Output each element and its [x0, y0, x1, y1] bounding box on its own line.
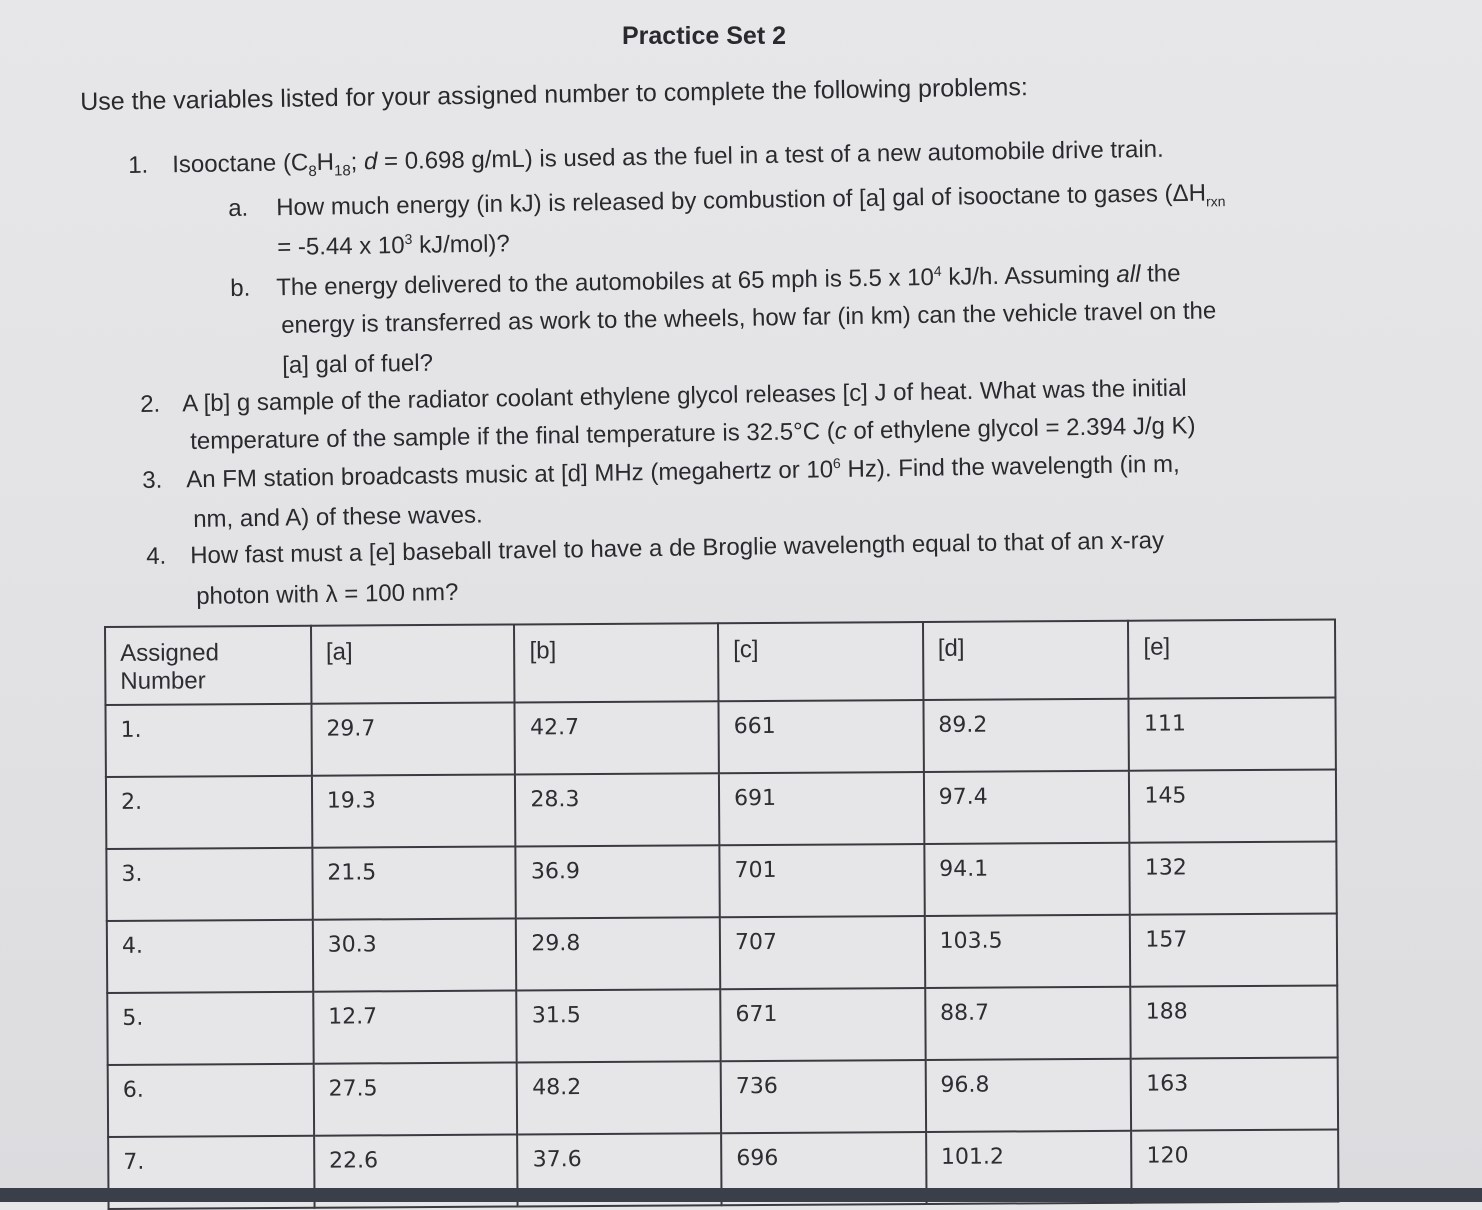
question-number: 4. [146, 542, 167, 570]
table-cell: 89.2 [923, 699, 1129, 772]
screen-bottom-edge [0, 1188, 1482, 1202]
question-1: 1. Isooctane ($C_8H_{18}$; d = 0.698 g/mL) is used as the fuel in a test of a new automobile drive train. [128, 135, 1164, 180]
table-cell: 97.4 [924, 771, 1130, 844]
table-cell: 29.7 [311, 702, 515, 775]
header-cell: [a] [311, 624, 515, 703]
instructions: Use the variables listed for your assigned number to complete the following problems: [80, 73, 1029, 116]
question-2-line2: temperature of the sample if the final temperature is 32.5°C (c of ethylene glycol = 2.394 J/g K) [190, 412, 1196, 455]
table-cell: 691 [719, 772, 924, 845]
table-row [105, 697, 1335, 777]
question-number: 1. [128, 151, 149, 179]
table-cell: 3. [106, 848, 312, 921]
table-cell: 188 [1131, 985, 1338, 1058]
table-cell: 145 [1129, 769, 1336, 842]
question-1b: b. The energy delivered to the automobiles at 65 mph is 5.5 x $10^4$ kJ/h. Assuming all the [230, 260, 1181, 302]
table-cell: 6. [108, 1064, 314, 1137]
table-cell: 5. [107, 992, 313, 1065]
table-cell: 36.9 [516, 845, 720, 918]
table-cell: 31.5 [517, 989, 721, 1062]
page-title: Practice Set 2 [622, 22, 786, 50]
question-1a-line2: = -5.44 x $10^3$ kJ/mol)? [277, 230, 510, 261]
table-cell: 163 [1131, 1057, 1338, 1130]
table-cell: 2. [106, 776, 312, 849]
table-cell: 111 [1129, 697, 1336, 770]
header-cell: [d] [923, 621, 1129, 700]
question-letter: b. [230, 274, 251, 302]
table-cell: 1. [105, 704, 311, 777]
table-row [106, 841, 1336, 921]
table-cell: 22.6 [314, 1134, 518, 1207]
table-row [107, 985, 1337, 1065]
table-row [108, 1057, 1338, 1137]
question-1a: a. How much energy (in kJ) is released by combustion of [a] gal of isooctane to gases ($\Delta H_{rxn}$ [228, 179, 1226, 222]
table-header-row [105, 619, 1335, 705]
table-cell: 37.6 [518, 1133, 722, 1206]
header-cell: [c] [718, 622, 923, 701]
assignment-table [104, 618, 1340, 1210]
table-cell: 696 [721, 1132, 926, 1205]
question-3-line2: nm, and A) of these waves. [193, 501, 483, 533]
table-cell: 4. [107, 920, 313, 993]
question-number: 3. [142, 466, 163, 494]
question-2: 2. A [b] g sample of the radiator coolant ethylene glycol releases [c] J of heat. What was the initial [140, 374, 1187, 418]
table-cell: 157 [1130, 913, 1337, 986]
table-cell: 736 [721, 1060, 926, 1133]
table-cell: 30.3 [313, 918, 517, 991]
question-4: 4. How fast must a [e] baseball travel to have a de Broglie wavelength equal to that of an x-ray [146, 527, 1165, 570]
table-cell: 29.8 [516, 917, 720, 990]
question-letter: a. [228, 194, 249, 222]
question-3: 3. An FM station broadcasts music at [d] MHz (megahertz or $10^6$ Hz). Find the wavelength (in m, [142, 450, 1180, 494]
table-cell: 28.3 [515, 773, 719, 846]
header-cell: [b] [514, 623, 718, 702]
header-cell-assigned-number: Assigned Number [105, 626, 311, 705]
table-cell: 671 [720, 988, 925, 1061]
table-cell: 12.7 [313, 990, 517, 1063]
table-row [106, 769, 1336, 849]
table-cell: 120 [1131, 1129, 1338, 1202]
question-number: 2. [140, 390, 161, 418]
table-cell: 19.3 [312, 774, 516, 847]
question-1b-line3: [a] gal of fuel? [282, 349, 434, 379]
table-row [107, 913, 1337, 993]
table-cell: 7. [108, 1136, 314, 1209]
table-cell: 94.1 [924, 843, 1130, 916]
table-cell: 101.2 [926, 1131, 1132, 1204]
table-cell: 88.7 [925, 987, 1131, 1060]
question-1b-line2: energy is transferred as work to the wheels, how far (in km) can the vehicle travel on the [281, 297, 1217, 339]
header-cell: [e] [1128, 619, 1335, 698]
question-4-line2: photon with λ = 100 nm? [196, 578, 459, 610]
table-cell: 132 [1130, 841, 1337, 914]
table-cell: 42.7 [515, 701, 719, 774]
table-cell: 707 [720, 916, 925, 989]
table-cell: 96.8 [925, 1059, 1131, 1132]
table-cell: 103.5 [924, 915, 1130, 988]
table-cell: 48.2 [517, 1061, 721, 1134]
table-cell: 701 [719, 844, 924, 917]
table-cell: 27.5 [313, 1062, 517, 1135]
table-cell: 21.5 [312, 846, 516, 919]
table-cell: 661 [719, 700, 924, 773]
